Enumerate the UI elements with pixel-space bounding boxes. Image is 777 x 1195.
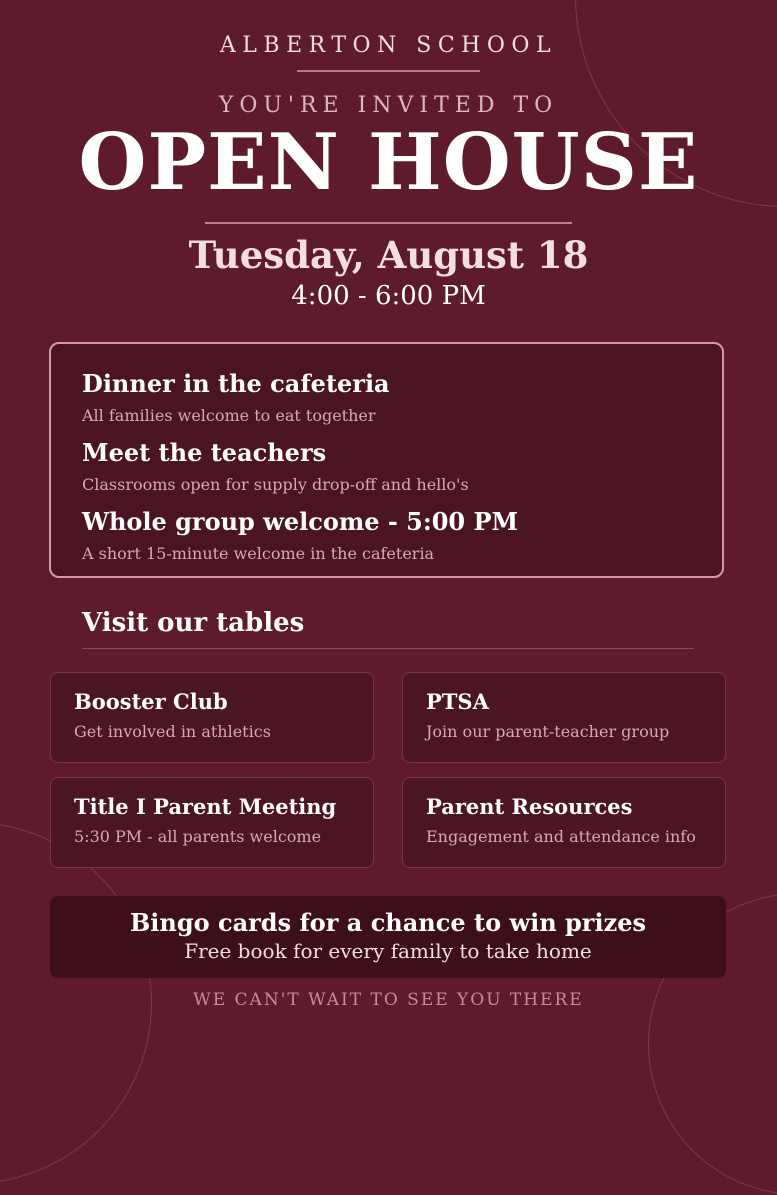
table-card-title-one-meeting bbox=[50, 777, 374, 868]
agenda-panel bbox=[49, 342, 724, 578]
agenda-item-subtitle: Classrooms open for supply drop-off and hello's bbox=[82, 475, 469, 494]
agenda-item-subtitle: A short 15-minute welcome in the cafeteria bbox=[82, 544, 435, 563]
banner-main-text: Bingo cards for a chance to win prizes bbox=[130, 908, 646, 937]
table-card-ptsa bbox=[402, 672, 726, 763]
header-divider bbox=[297, 70, 480, 72]
table-card-title: Parent Resources bbox=[426, 794, 633, 819]
event-time: 4:00 - 6:00 PM bbox=[291, 281, 486, 311]
table-card-description: Join our parent-teacher group bbox=[426, 722, 670, 741]
table-card-description: 5:30 PM - all parents welcome bbox=[74, 827, 322, 846]
event-title: OPEN HOUSE bbox=[78, 117, 699, 208]
table-card-parent-resources bbox=[402, 777, 726, 868]
footer-tagline: WE CAN'T WAIT TO SEE YOU THERE bbox=[193, 990, 584, 1010]
agenda-item-title: Dinner in the cafeteria bbox=[82, 369, 390, 398]
tables-divider bbox=[82, 648, 694, 649]
title-divider bbox=[205, 222, 572, 224]
invitation-line: YOU'RE INVITED TO bbox=[218, 93, 559, 118]
event-date: Tuesday, August 18 bbox=[188, 233, 589, 277]
agenda-item-title: Meet the teachers bbox=[82, 438, 327, 467]
table-card-description: Engagement and attendance info bbox=[426, 827, 696, 846]
agenda-item-title: Whole group welcome - 5:00 PM bbox=[82, 507, 519, 536]
table-card-title: Title I Parent Meeting bbox=[74, 794, 337, 819]
banner-sub-text: Free book for every family to take home bbox=[184, 939, 592, 963]
agenda-item-subtitle: All families welcome to eat together bbox=[82, 406, 376, 425]
table-card-title: Booster Club bbox=[74, 689, 228, 714]
school-name: ALBERTON SCHOOL bbox=[219, 33, 558, 58]
prizes-banner bbox=[50, 896, 726, 978]
table-card-title: PTSA bbox=[426, 689, 489, 714]
table-card-booster-club bbox=[50, 672, 374, 763]
tables-heading: Visit our tables bbox=[82, 608, 305, 638]
table-card-description: Get involved in athletics bbox=[74, 722, 271, 741]
